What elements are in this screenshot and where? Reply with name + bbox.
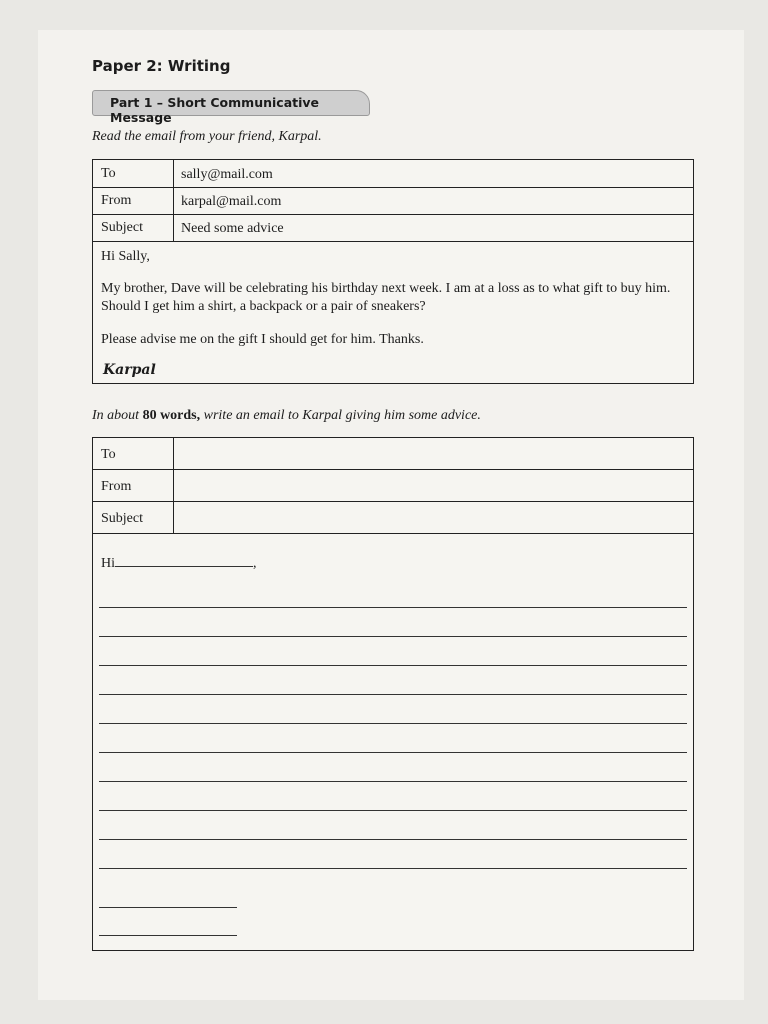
email-subject-label: Subject <box>101 220 143 235</box>
writing-line[interactable] <box>99 839 687 840</box>
write-instruction-word-count: 80 words, <box>142 408 201 423</box>
reply-greeting-name-blank[interactable] <box>115 556 253 567</box>
writing-line[interactable] <box>99 752 687 753</box>
reply-to-row <box>93 438 693 470</box>
writing-line[interactable] <box>99 868 687 869</box>
reply-subject-field[interactable] <box>181 506 687 530</box>
reply-subject-row <box>93 502 693 534</box>
part-heading-label: Part 1 – Short Communicative Message <box>110 95 320 125</box>
email-to-value: sally@mail.com <box>181 167 273 182</box>
email-greeting: Hi Sally, <box>101 249 150 264</box>
writing-line[interactable] <box>99 665 687 666</box>
email-body-paragraph-2: Please advise me on the gift I should get for him. Thanks. <box>101 332 424 347</box>
page-title: Paper 2: Writing <box>92 57 231 75</box>
writing-line[interactable] <box>99 781 687 782</box>
email-to-row <box>93 160 693 188</box>
reply-greeting-word: Hi <box>101 556 115 571</box>
signoff-line[interactable] <box>99 907 237 908</box>
reply-to-field[interactable] <box>181 442 687 466</box>
reply-from-row <box>93 470 693 502</box>
reply-email-form <box>92 437 694 951</box>
writing-line[interactable] <box>99 810 687 811</box>
writing-line[interactable] <box>99 723 687 724</box>
writing-line[interactable] <box>99 607 687 608</box>
write-instruction-prefix: In about <box>92 408 140 423</box>
part-heading-tab <box>92 90 370 125</box>
email-subject-value: Need some advice <box>181 221 284 236</box>
write-instruction <box>92 408 481 424</box>
received-email-box <box>92 159 694 384</box>
reply-from-label: From <box>101 479 132 494</box>
email-subject-row <box>93 215 693 242</box>
reply-subject-label: Subject <box>101 511 143 526</box>
reply-greeting-comma: , <box>253 556 257 571</box>
reply-greeting <box>101 556 257 572</box>
email-signature: Karpal <box>103 362 156 378</box>
email-body-line-2: Should I get him a shirt, a backpack or a pair of sneakers? <box>101 299 426 314</box>
writing-line[interactable] <box>99 694 687 695</box>
write-instruction-suffix: write an email to Karpal giving him some advice. <box>203 408 481 423</box>
signature-line[interactable] <box>99 935 237 936</box>
writing-line[interactable] <box>99 636 687 637</box>
reply-from-field[interactable] <box>181 474 687 498</box>
email-from-row <box>93 188 693 215</box>
reply-to-label: To <box>101 447 116 462</box>
email-to-label: To <box>101 166 116 181</box>
email-body-line-1: My brother, Dave will be celebrating his birthday next week. I am at a loss as to what gift to buy him. <box>101 281 671 296</box>
email-from-label: From <box>101 193 132 208</box>
email-from-value: karpal@mail.com <box>181 194 282 209</box>
read-instruction: Read the email from your friend, Karpal. <box>92 129 322 144</box>
